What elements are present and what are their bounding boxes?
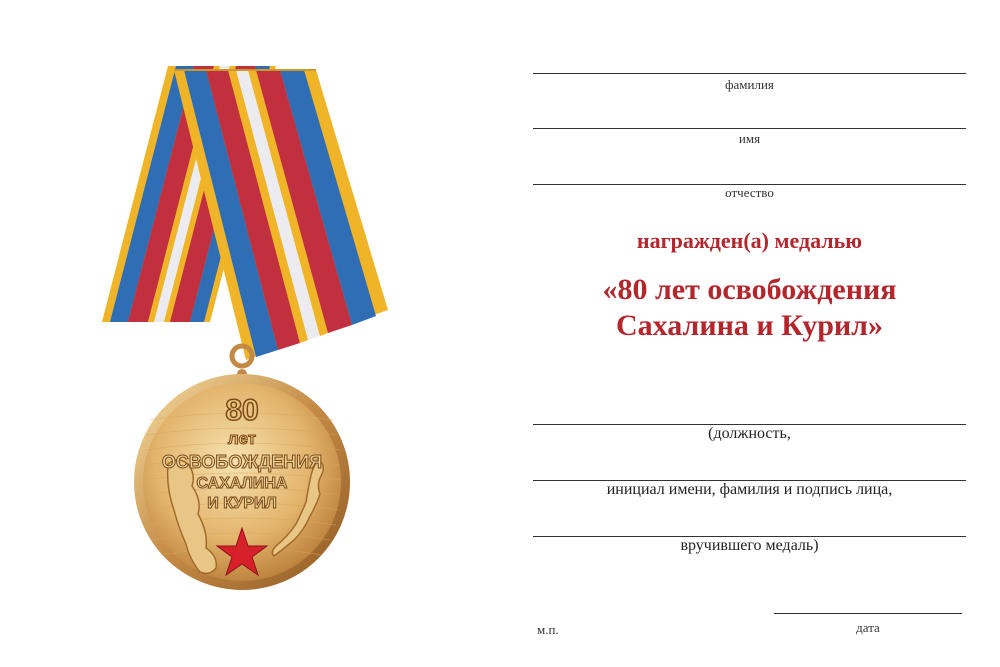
award-title-line1: «80 лет освобождения xyxy=(602,273,897,306)
medal-years: лет xyxy=(227,429,257,448)
signature-caption-line1: (должность, xyxy=(708,425,791,442)
date-label: дата xyxy=(856,620,880,635)
patronymic-label: отчество xyxy=(725,185,774,200)
medal-text-line3: И КУРИЛ xyxy=(207,495,277,512)
medal-image xyxy=(90,60,400,600)
award-title xyxy=(533,272,966,344)
name-label: имя xyxy=(738,131,761,146)
signature-caption-line2: инициал имени, фамилия и подпись лица, xyxy=(606,481,893,498)
signature-caption-line3: вручившего медаль) xyxy=(680,537,819,554)
medal-text-line1: ОСВОБОЖДЕНИЯ xyxy=(161,452,323,472)
medal-illustration xyxy=(90,60,400,600)
award-title-line2: Сахалина и Курил» xyxy=(615,309,884,342)
surname-line[interactable] xyxy=(533,73,966,74)
award-intro: награжден(а) медалью xyxy=(636,228,863,253)
medal-text-line2: САХАЛИНА xyxy=(196,475,288,492)
stamp-label: м.п. xyxy=(537,622,559,637)
medal-number: 80 xyxy=(225,394,259,427)
date-line[interactable] xyxy=(774,613,962,614)
name-line[interactable] xyxy=(533,128,966,129)
surname-label: фамилия xyxy=(725,77,774,92)
